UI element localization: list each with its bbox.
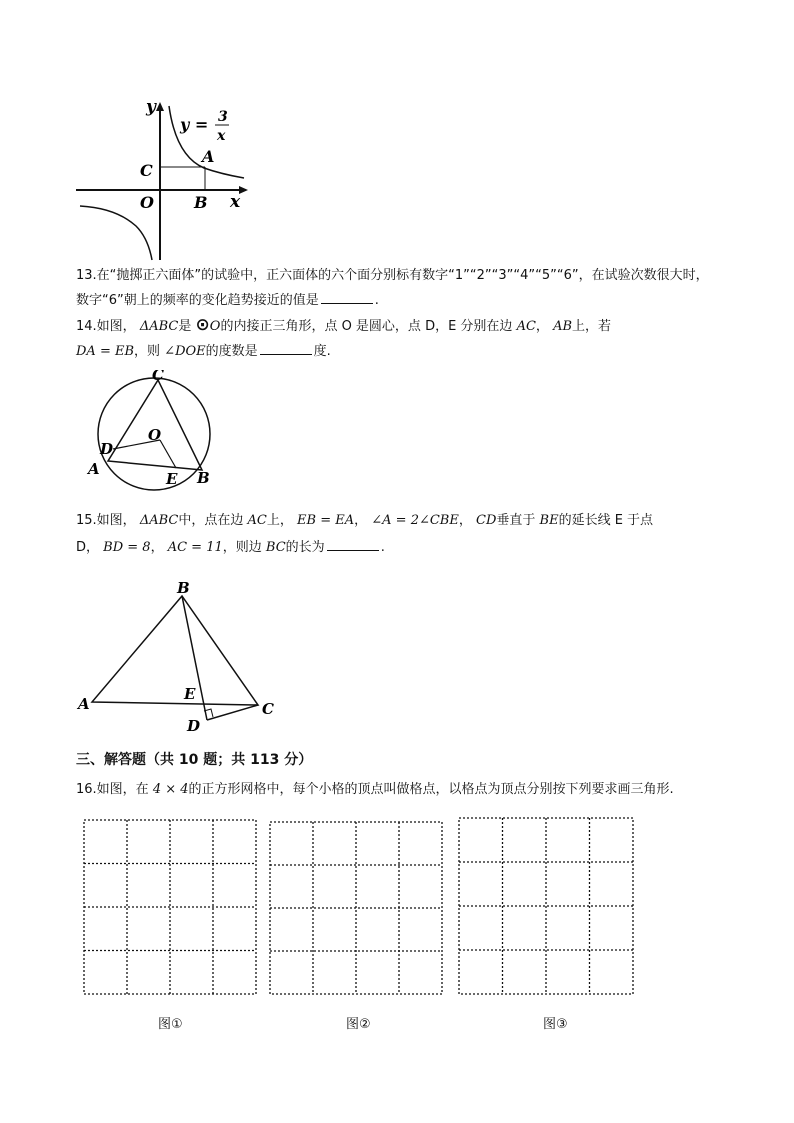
q15-math-ac-value: AC = 11 bbox=[167, 540, 223, 555]
q15-text: 15.如图， bbox=[76, 513, 136, 528]
point-label-A: A bbox=[202, 147, 215, 166]
point-label-O: O bbox=[148, 426, 162, 444]
q16-text: 的正方形网格中，每个小格的顶点叫做格点，以格点为顶点分别按下列要求画三角形. bbox=[188, 782, 674, 797]
q14-math-ac: AC bbox=[516, 319, 536, 334]
q14-text: 度. bbox=[313, 344, 331, 359]
q14-text: ，则 bbox=[134, 344, 161, 359]
q14-text: 上，若 bbox=[572, 319, 612, 334]
q15-math-eb-ea: EB = EA bbox=[297, 513, 355, 528]
point-label-B: B bbox=[177, 579, 190, 597]
point-label-D: D bbox=[187, 717, 201, 735]
q15-text: 的延长线 E 于点 bbox=[558, 513, 654, 528]
q15-text: 垂直于 bbox=[496, 513, 536, 528]
q13-period: . bbox=[374, 293, 379, 308]
grid-caption-1: 图① bbox=[158, 1017, 183, 1032]
q14-answer-blank bbox=[260, 342, 312, 355]
circle-triangle-figure bbox=[84, 370, 224, 500]
q15-math-be: BE bbox=[539, 513, 559, 528]
q15-answer-blank bbox=[327, 538, 379, 551]
q15-math-bd: BD = 8 bbox=[103, 540, 151, 555]
point-label-A: A bbox=[78, 695, 90, 713]
q16-line bbox=[76, 781, 674, 799]
q15-math-angle: ∠A = 2∠CBE bbox=[371, 513, 459, 528]
q15-line1 bbox=[76, 512, 653, 530]
point-label-O: O bbox=[140, 193, 154, 212]
grid-caption-3: 图③ bbox=[543, 1017, 568, 1032]
q15-text: . bbox=[380, 540, 385, 555]
q15-text: D， bbox=[76, 540, 100, 555]
q15-math-cd: CD bbox=[476, 513, 497, 528]
grid-figure-2 bbox=[268, 820, 444, 996]
q14-text: 的内接正三角形，点 O 是圆心，点 D，E 分别在边 bbox=[220, 319, 513, 334]
q14-math-ab: AB bbox=[553, 319, 573, 334]
circle-symbol: ⊙ bbox=[195, 315, 210, 335]
q14-math-o: O bbox=[209, 319, 221, 334]
q16-text: 16.如图，在 bbox=[76, 782, 149, 797]
point-label-D: D bbox=[100, 440, 114, 458]
q15-text: 的长为 bbox=[285, 540, 325, 555]
q15-text: 中，点在边 bbox=[178, 513, 244, 528]
grid-caption-2: 图② bbox=[346, 1017, 371, 1032]
q15-text: ， bbox=[150, 540, 164, 555]
point-label-E: E bbox=[184, 685, 196, 703]
q14-text: 14.如图， bbox=[76, 319, 136, 334]
q14-text: 是 bbox=[178, 319, 192, 334]
q14-math-triangle: ΔABC bbox=[139, 319, 179, 334]
q14-text: ， bbox=[535, 319, 549, 334]
q13-line2 bbox=[76, 291, 379, 310]
q14-line2 bbox=[76, 342, 331, 361]
eq-num: 3 bbox=[218, 109, 228, 125]
q15-text: ，则边 bbox=[222, 540, 262, 555]
q16-math-grid-size: 4 × 4 bbox=[152, 782, 189, 797]
y-axis-label: y bbox=[146, 97, 156, 117]
point-label-E: E bbox=[166, 470, 178, 488]
q15-math-triangle: ΔABC bbox=[139, 513, 179, 528]
point-label-C: C bbox=[140, 161, 153, 180]
x-axis-label: x bbox=[230, 192, 241, 212]
point-label-C: C bbox=[262, 700, 274, 718]
q13-text: 数字“6”朝上的频率的变化趋势接近的值是 bbox=[76, 293, 319, 308]
q13-line1: 13.在“抛掷正六面体”的试验中，正六面体的六个面分别标有数字“1”“2”“3”“4”“5”“6”，在试验次数很大时， bbox=[76, 268, 709, 283]
point-label-B: B bbox=[194, 193, 208, 212]
triangle-abc-figure bbox=[76, 578, 286, 738]
q13-answer-blank bbox=[321, 291, 373, 304]
eq-den: x bbox=[217, 128, 226, 144]
grid-figure-1 bbox=[82, 818, 258, 996]
section-three-heading: 三、解答题（共 10 题；共 113 分） bbox=[76, 752, 313, 768]
q15-text: ， bbox=[354, 513, 368, 528]
point-label-A: A bbox=[88, 460, 100, 478]
point-label-C: C bbox=[152, 370, 164, 384]
q14-text: 的度数是 bbox=[205, 344, 258, 359]
point-label-B: B bbox=[197, 469, 210, 487]
hyperbola-figure bbox=[76, 96, 256, 264]
q15-line2 bbox=[76, 538, 385, 557]
eq-lhs: y = bbox=[180, 115, 209, 134]
q15-math-bc: BC bbox=[265, 540, 286, 555]
grid-figure-3 bbox=[457, 816, 635, 996]
q14-line1 bbox=[76, 316, 611, 336]
q14-math-da-eb: DA = EB bbox=[76, 344, 135, 359]
q15-math-ac: AC bbox=[247, 513, 267, 528]
q14-math-angle: ∠DOE bbox=[164, 344, 206, 359]
q15-text: 上， bbox=[266, 513, 293, 528]
q15-text: ， bbox=[458, 513, 472, 528]
